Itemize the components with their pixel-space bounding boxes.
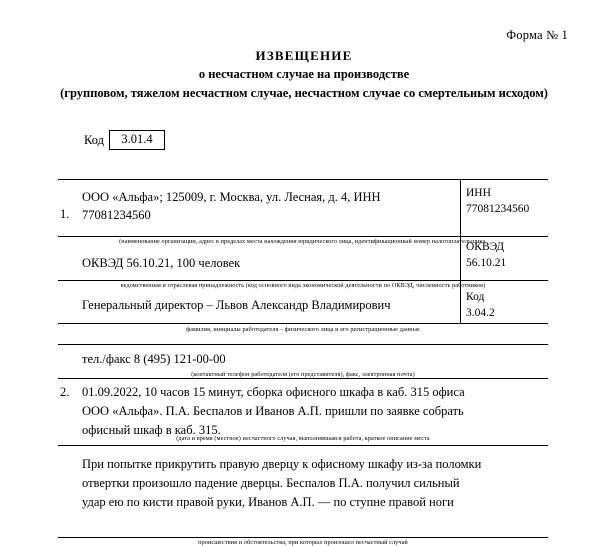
code-cell-label: Код [466, 291, 485, 303]
table-divider-vertical [460, 179, 461, 323]
organization-text: ООО «Альфа»; 125009, г. Москва, ул. Лесная, д. 4, ИНН 77081234560 [82, 190, 381, 223]
inn-cell [466, 186, 548, 217]
table-rule [58, 179, 548, 180]
document-title-block [60, 48, 548, 102]
incident-text: 01.09.2022, 10 часов 15 минут, сборка офисного шкафа в каб. 315 офиса ООО «Альфа». П.А. Беспалов и Иванов А.П. пришли по заявке собрать офисный шкаф в каб. 315. [82, 385, 465, 437]
activity-text: ОКВЭД 56.10.21, 100 человек [82, 256, 241, 270]
document-code-value: 3.01.4 [109, 130, 165, 150]
circumstances-caption: происшествия и обстоятельства, при которых произошел несчастный случай [198, 539, 408, 546]
organization-caption: (наименование организации, адрес в пределах места нахождения юридического лица, идентификационный номер налогоплательщика, [119, 238, 487, 245]
activity-caption: ведомственная и отраслевая принадлежность (код основного вида экономической деятельности по ОКВЭД, численность работников) [120, 282, 486, 289]
document-code-label: Код [84, 132, 104, 147]
okved-label: ОКВЭД [466, 241, 505, 253]
contacts-caption: (контактный телефон работодателя (его представителя), факс, электронная почта) [191, 371, 415, 378]
table-rule [58, 445, 548, 446]
code-cell-value: 3.04.2 [466, 306, 495, 319]
inn-label: ИНН [466, 187, 491, 199]
table-rule [58, 378, 548, 379]
page-title: ИЗВЕЩЕНИЕ [255, 48, 353, 63]
incident-caption: (дата и время (местное) несчастного случая, выполнявшаяся работа, краткое описание места [176, 435, 430, 442]
table-rule [58, 280, 548, 281]
contacts-text: тел./факс 8 (495) 121-00-00 [82, 352, 226, 366]
page-subtitle-secondary: (групповом, тяжелом несчастном случае, несчастном случае со смертельным исходом) [60, 86, 548, 100]
code-cell [466, 290, 548, 321]
item-number-2: 2. [60, 385, 70, 399]
form-number: Форма № 1 [506, 28, 568, 42]
table-rule [58, 323, 548, 324]
table-rule [58, 537, 548, 538]
circumstances-text: При попытке прикрутить правую дверцу к офисному шкафу из-за поломки отвертки произошло падение дверцы. Беспалов П.А. получил сильный удар ею по кисти правой руки, Иванов А.П. — по ступне правой ноги [82, 457, 482, 509]
okved-value: 56.10.21 [466, 256, 507, 269]
table-rule [58, 344, 548, 345]
item-number-1: 1. [60, 207, 70, 221]
table-rule [58, 236, 548, 237]
employer-text: Генеральный директор – Львов Александр Владимирович [82, 298, 391, 312]
employer-caption: фамилия, инициалы работодателя – физического лица и его регистрационные данные [186, 326, 420, 333]
document-code-row [84, 130, 165, 150]
page-subtitle-primary: о несчастном случае на производстве [198, 67, 410, 81]
inn-value: 77081234560 [466, 202, 530, 215]
